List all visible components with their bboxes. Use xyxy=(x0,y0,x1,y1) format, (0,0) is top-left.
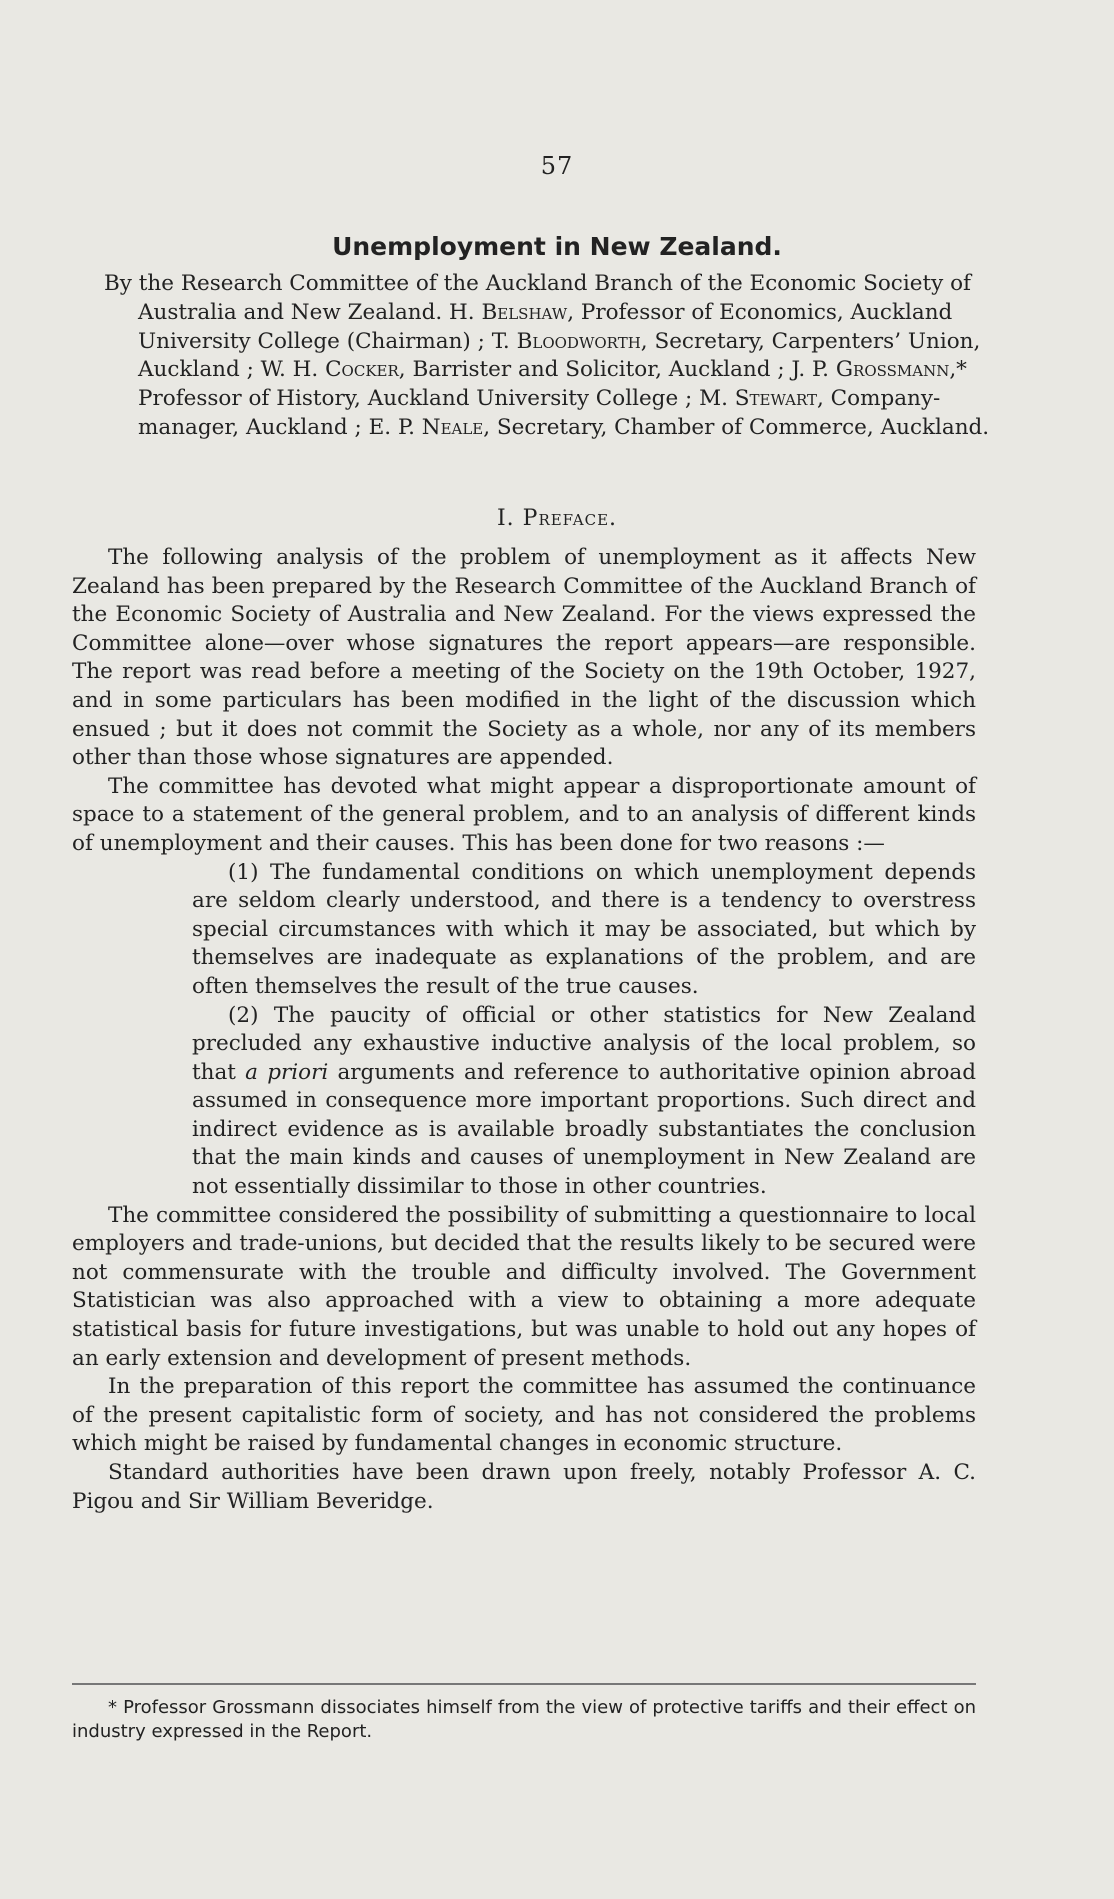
article-title: Unemployment in New Zealand. xyxy=(332,232,782,261)
emphasis-text: a priori xyxy=(245,1059,329,1085)
author-name: Bloodworth xyxy=(516,328,641,354)
byline-text: , Secretary, Carpenters’ Union, Auckland ; W. H. xyxy=(138,328,981,383)
byline-text: ,* Professor of History, Auckland University College ; M. xyxy=(138,357,967,412)
paragraph: The committee considered the possibility of submitting a questionnaire to local employers and trade-unions, but decided that the results likely to be secured were not commensurate with the trouble and difficulty involved. The Government Statistician was also approached with a view to obtaining a more adequate statistical basis for future investigations, but was unable to hold out any hopes of an early extension and development of present methods. xyxy=(72,1202,976,1371)
list-item-text: (2) The paucity of official or other statistics for New Zealand precluded any exhaustive inductive analysis of the local problem, so that xyxy=(192,1002,976,1085)
byline-text: By the Research Committee of the Auckland Branch of the Economic Society of Australia and New Zealand. H. xyxy=(104,271,971,325)
body-text xyxy=(72,544,976,1516)
list-item: (1) The fundamental conditions on which unemployment depends are seldom clearly understood, and there is a tendency to overstress special circumstances with which it may be associated, but which by themselves are inadequate as explanations of the problem, and are often themselves the result of the true causes. xyxy=(192,859,976,999)
page-number: 57 xyxy=(540,152,574,180)
section-number: I. xyxy=(496,506,523,531)
author-name: Stewart xyxy=(734,386,817,412)
paragraph: The following analysis of the problem of unemployment as it affects New Zealand has been prepared by the Research Committee of the Auckland Branch of the Economic Society of Australia and New Zealand. For the views expressed the Committee alone—over whose signatures the report appears—are responsible. The report was read before a meeting of the Society on the 19th October, 1927, and in some particulars has been modified in the light of the discussion which ensued ; but it does not commit the Society as a whole, nor any of its members other than those whose signatures are appended. xyxy=(72,545,976,771)
list-item-text: arguments and reference to authoritative opinion abroad assumed in consequence more important proportions. Such direct and indirect evidence as is available broadly substantiates the conclusion that the main kinds and causes of unemployment in New Zealand are not essentially dissimilar to those in other countries. xyxy=(192,1059,977,1200)
byline-text: , Company-manager, Auckland ; E. P. xyxy=(138,386,941,440)
author-name: Belshaw xyxy=(481,299,568,325)
footnote: * Professor Grossmann dissociates himself from the view of protective tariffs and their effect on industry expressed in the Report. xyxy=(72,1697,976,1742)
author-name: Neale xyxy=(421,414,484,440)
paragraph: In the preparation of this report the committee has assumed the continuance of the present capitalistic form of society, and has not considered the problems which might be raised by fundamental changes in economic structure. xyxy=(72,1374,976,1457)
byline-text: , Barrister and Solicitor, Auckland ; J. P. xyxy=(398,357,836,383)
byline-text: , Secretary, Chamber of Commerce, Auckland. xyxy=(483,414,990,440)
section-title: Preface. xyxy=(522,506,618,531)
byline-text: , Professor of Economics, Auckland University College (Chairman) ; T. xyxy=(138,299,953,354)
paragraph: Standard authorities have been drawn upon freely, notably Professor A. C. Pigou and Sir William Beveridge. xyxy=(72,1460,976,1514)
paragraph: The committee has devoted what might appear a disproportionate amount of space to a statement of the general problem, and to an analysis of different kinds of unemployment and their causes. This has been done for two reasons :— xyxy=(72,773,976,856)
list-item xyxy=(72,1002,976,1202)
byline xyxy=(104,270,1026,443)
author-name: Cocker xyxy=(325,357,399,383)
section-heading xyxy=(0,506,1114,531)
author-name: Grossmann xyxy=(835,357,950,383)
footnote-divider xyxy=(72,1683,976,1685)
